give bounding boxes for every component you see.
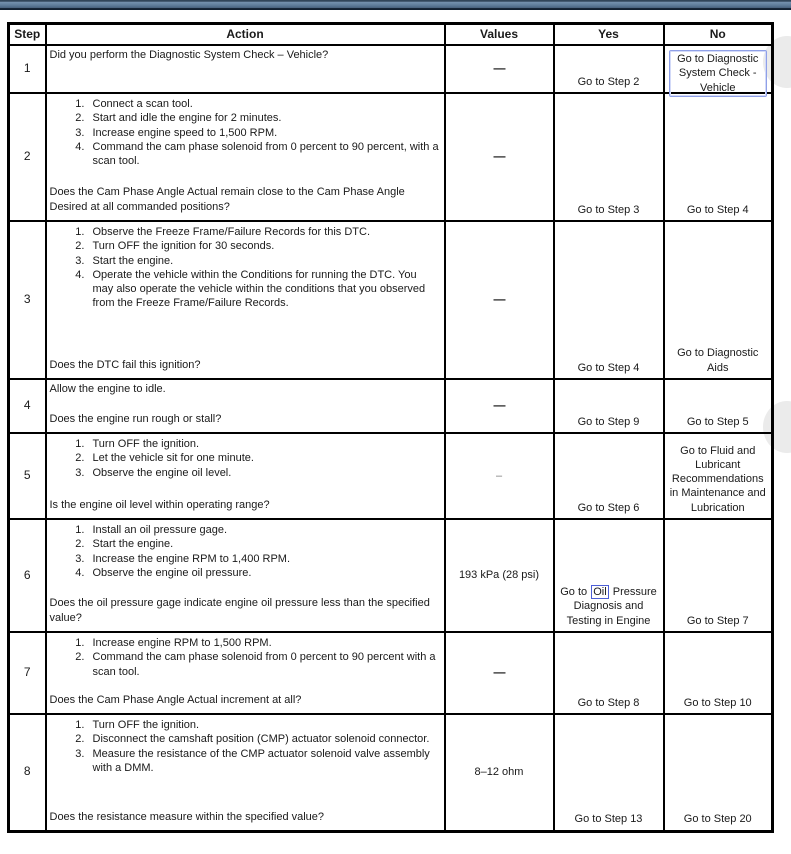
yes-cell: Go to Step 9	[554, 379, 664, 433]
action-step-item: 2. Let the vehicle sit for one minute.	[88, 451, 440, 465]
column-header-no: No	[664, 24, 773, 46]
table-row	[9, 632, 773, 714]
action-steps-list	[50, 523, 440, 580]
table-row	[9, 519, 773, 632]
step-number-cell: 7	[9, 632, 46, 714]
column-header-action: Action	[46, 24, 445, 46]
table-row	[9, 379, 773, 433]
action-steps-list	[50, 225, 440, 311]
no-cell: Go to Fluid and Lubricant Recommendations in Maintenance and Lubrication	[664, 433, 773, 519]
action-step-item: 3. Measure the resistance of the CMP actuator solenoid valve assembly with a DMM.	[88, 747, 440, 776]
step-number-cell: 8	[9, 714, 46, 831]
action-step-item: 1. Observe the Freeze Frame/Failure Records for this DTC.	[88, 225, 440, 239]
column-header-step: Step	[9, 24, 46, 46]
action-cell	[46, 379, 445, 433]
yes-cell: Go to Step 2	[554, 45, 664, 93]
action-question: Does the resistance measure within the specified value?	[49, 810, 325, 823]
values-text: 193 kPa (28 psi)	[458, 569, 540, 582]
action-step-item: 4. Operate the vehicle within the Conditions for running the DTC. You may also operate the vehicle within the conditions that you observed from the Freeze Frame/Failure Records.	[88, 268, 440, 311]
values-cell	[445, 714, 554, 831]
values-cell	[445, 519, 554, 632]
no-cell: Go to Step 4	[664, 93, 773, 221]
values-cell	[445, 433, 554, 519]
yes-cell: Go to Step 3	[554, 93, 664, 221]
action-intro: Allow the engine to idle.	[49, 383, 166, 395]
values-cell	[445, 93, 554, 221]
action-steps-list	[50, 97, 440, 168]
no-cell: Go to Step 20	[664, 714, 773, 831]
action-step-item: 2. Start the engine.	[88, 537, 440, 551]
values-cell	[445, 221, 554, 379]
no-cell: Go to Step 10	[664, 632, 773, 714]
action-step-item: 1. Connect a scan tool.	[88, 97, 440, 111]
table-row	[9, 45, 773, 93]
values-cell	[445, 45, 554, 93]
action-cell	[46, 221, 445, 379]
table-row	[9, 93, 773, 221]
action-intro: Did you perform the Diagnostic System Check – Vehicle?	[49, 49, 329, 61]
step-number-cell: 2	[9, 93, 46, 221]
action-question: Is the engine oil level within operating range?	[49, 498, 270, 511]
diagnostic-table	[7, 22, 774, 833]
table-row	[9, 221, 773, 379]
action-step-item: 4. Observe the engine oil pressure.	[88, 566, 440, 580]
yes-cell: Go to Step 13	[554, 714, 664, 831]
action-step-item: 2. Disconnect the camshaft position (CMP) actuator solenoid connector.	[88, 732, 440, 746]
action-step-item: 3. Start the engine.	[88, 254, 440, 268]
action-step-item: 2. Command the cam phase solenoid from 0 percent to 90 percent with a scan tool.	[88, 650, 440, 679]
action-step-item: 4. Command the cam phase solenoid from 0 percent to 90 percent, with a scan tool.	[88, 140, 440, 169]
action-cell	[46, 519, 445, 632]
values-text: —	[493, 61, 505, 76]
action-step-item: 2. Turn OFF the ignition for 30 seconds.	[88, 239, 440, 253]
table-row	[9, 433, 773, 519]
action-question: Does the Cam Phase Angle Actual remain close to the Cam Phase Angle Desired at all commanded positions?	[49, 186, 405, 213]
focused-link[interactable]: Go to Diagnostic System Check - Vehicle	[669, 50, 768, 97]
values-text: —	[493, 149, 505, 164]
action-cell	[46, 433, 445, 519]
action-steps-list	[50, 636, 440, 679]
action-cell	[46, 632, 445, 714]
yes-cell: Go to Step 6	[554, 433, 664, 519]
no-cell: Go to Diagnostic Aids	[664, 221, 773, 379]
values-cell	[445, 632, 554, 714]
action-step-item: 3. Increase the engine RPM to 1,400 RPM.	[88, 552, 440, 566]
step-number-cell: 6	[9, 519, 46, 632]
column-header-values: Values	[445, 24, 554, 46]
action-step-item: 3. Observe the engine oil level.	[88, 466, 440, 480]
no-cell: Go to Step 5	[664, 379, 773, 433]
values-cell	[445, 379, 554, 433]
values-text: –	[495, 469, 503, 482]
action-question: Does the oil pressure gage indicate engine oil pressure less than the specified value?	[49, 597, 430, 624]
column-header-yes: Yes	[554, 24, 664, 46]
action-question: Does the Cam Phase Angle Actual increment at all?	[49, 693, 302, 706]
action-cell	[46, 45, 445, 93]
values-text: 8–12 ohm	[474, 766, 524, 779]
yes-cell	[554, 519, 664, 632]
action-question: Does the DTC fail this ignition?	[49, 358, 201, 371]
action-question: Does the engine run rough or stall?	[49, 412, 222, 425]
action-cell	[46, 714, 445, 831]
action-steps-list	[50, 437, 440, 480]
values-text: —	[493, 292, 505, 307]
values-text: —	[493, 665, 505, 680]
action-step-item: 2. Start and idle the engine for 2 minutes.	[88, 111, 440, 125]
action-step-item: 1. Turn OFF the ignition.	[88, 437, 440, 451]
yes-cell: Go to Step 4	[554, 221, 664, 379]
values-text: —	[493, 398, 505, 413]
step-number-cell: 3	[9, 221, 46, 379]
table-row	[9, 714, 773, 831]
goto-text: Go to Oil Pressure Diagnosis and Testing in Engine	[560, 586, 657, 627]
table-body	[9, 45, 773, 831]
action-step-item: 1. Increase engine RPM to 1,500 RPM.	[88, 636, 440, 650]
header-row	[9, 24, 773, 46]
no-cell	[664, 45, 773, 93]
action-step-item: 1. Install an oil pressure gage.	[88, 523, 440, 537]
yes-cell: Go to Step 8	[554, 632, 664, 714]
step-number-cell: 5	[9, 433, 46, 519]
window-top-bar	[0, 0, 791, 10]
action-cell	[46, 93, 445, 221]
no-cell: Go to Step 7	[664, 519, 773, 632]
find-highlight-word[interactable]: Oil	[593, 586, 607, 599]
action-steps-list	[50, 718, 440, 775]
step-number-cell: 1	[9, 45, 46, 93]
action-step-item: 1. Turn OFF the ignition.	[88, 718, 440, 732]
step-number-cell: 4	[9, 379, 46, 433]
action-step-item: 3. Increase engine speed to 1,500 RPM.	[88, 126, 440, 140]
